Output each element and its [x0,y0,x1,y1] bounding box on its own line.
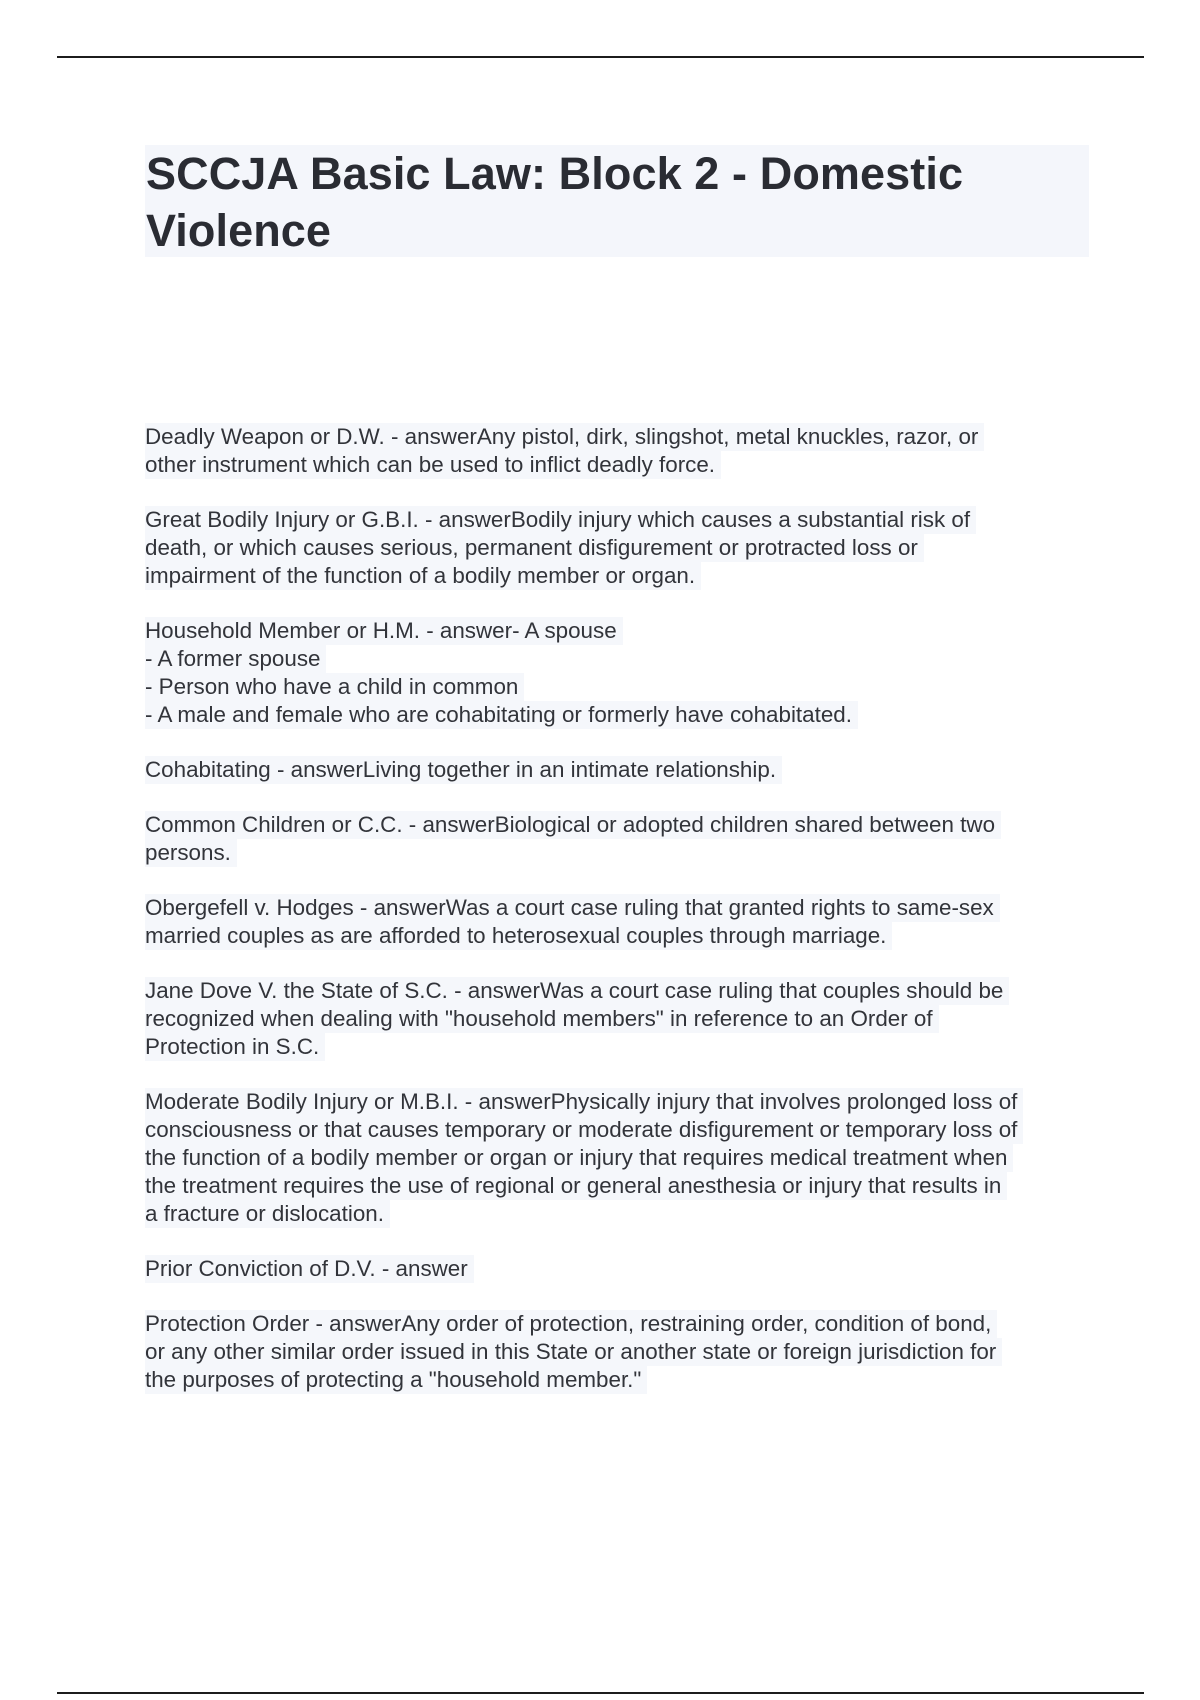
entry-text-line: - Person who have a child in common [145,673,524,701]
entry-text-line: impairment of the function of a bodily member or organ. [145,562,701,590]
entry-text-line: married couples as are afforded to heterosexual couples through marriage. [145,922,892,950]
entry-text-line: a fracture or dislocation. [145,1200,390,1228]
entry-text-line: Protection in S.C. [145,1033,325,1061]
entry-text-line: the purposes of protecting a "household member." [145,1366,647,1394]
entry-text-line: Obergefell v. Hodges - answerWas a court case ruling that granted rights to same-sex [145,894,1000,922]
top-divider [57,56,1144,58]
flashcard-entry [145,423,1105,479]
entry-text-line: Prior Conviction of D.V. - answer [145,1255,474,1283]
entry-text-line: Jane Dove V. the State of S.C. - answerWas a court case ruling that couples should be [145,977,1009,1005]
entry-text-line: other instrument which can be used to inflict deadly force. [145,451,721,479]
page-title-line: SCCJA Basic Law: Block 2 - Domestic [146,148,964,199]
entry-text-line: Protection Order - answerAny order of protection, restraining order, condition of bond, [145,1310,997,1338]
entry-text-line: Common Children or C.C. - answerBiological or adopted children shared between two [145,811,1001,839]
entry-text-line: persons. [145,839,237,867]
entry-text-line: Cohabitating - answerLiving together in an intimate relationship. [145,756,782,784]
flashcard-entry [145,617,1105,729]
entry-text-line: the treatment requires the use of regional or general anesthesia or injury that results in [145,1172,1007,1200]
entry-text-line: Deadly Weapon or D.W. - answerAny pistol, dirk, slingshot, metal knuckles, razor, or [145,423,984,451]
flashcard-entry [145,977,1105,1061]
flashcard-entry [145,506,1105,590]
page-title [145,145,1089,259]
entry-text-line: - A former spouse [145,645,326,673]
bottom-divider [57,1692,1144,1694]
flashcard-entry [145,1310,1105,1394]
entry-text-line: Great Bodily Injury or G.B.I. - answerBodily injury which causes a substantial risk of [145,506,976,534]
title-block [145,145,1089,257]
page-title-line: Violence [146,205,332,256]
entry-text-line: Household Member or H.M. - answer- A spouse [145,617,623,645]
flashcard-list [145,423,1105,1421]
entry-text-line: the function of a bodily member or organ or injury that requires medical treatment when [145,1144,1013,1172]
flashcard-entry [145,894,1105,950]
flashcard-entry [145,1255,1105,1283]
entry-text-line: death, or which causes serious, permanent disfigurement or protracted loss or [145,534,924,562]
entry-text-line: or any other similar order issued in this State or another state or foreign jurisdiction for [145,1338,1002,1366]
flashcard-entry [145,756,1105,784]
entry-text-line: - A male and female who are cohabitating or formerly have cohabitated. [145,701,858,729]
entry-text-line: Moderate Bodily Injury or M.B.I. - answerPhysically injury that involves prolonged loss of [145,1088,1023,1116]
entry-text-line: recognized when dealing with "household members" in reference to an Order of [145,1005,939,1033]
flashcard-entry [145,1088,1105,1228]
flashcard-entry [145,811,1105,867]
entry-text-line: consciousness or that causes temporary or moderate disfigurement or temporary loss of [145,1116,1023,1144]
